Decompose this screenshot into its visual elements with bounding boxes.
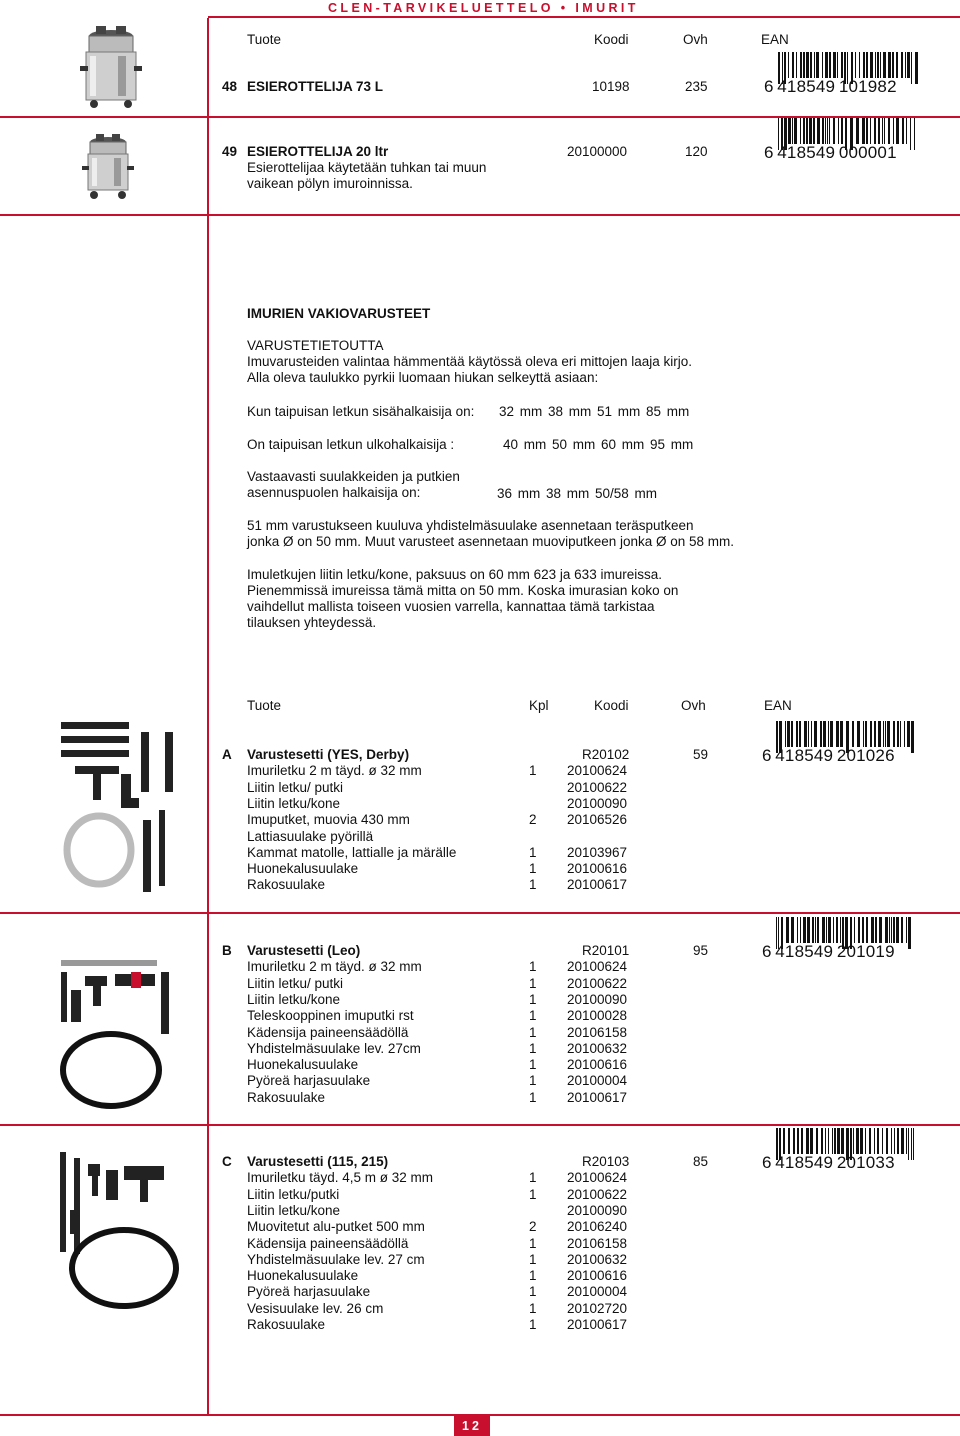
set-item-quantity: 1 bbox=[529, 1284, 537, 1299]
outer-diameter-label: On taipuisan letkun ulkohalkaisija : bbox=[247, 437, 455, 452]
set-item-code: 20106158 bbox=[567, 1236, 628, 1251]
barcode-bars bbox=[776, 721, 914, 747]
set-item-name: Imuputket, muovia 430 mm bbox=[247, 812, 410, 827]
set-item-name: Huonekalusuulake bbox=[247, 1057, 359, 1072]
set-code: R20103 bbox=[582, 1154, 630, 1169]
outer-diameter-values: 40 mm 50 mm 60 mm 95 mm bbox=[503, 437, 694, 452]
set-item-name: Vesisuulake lev. 26 cm bbox=[247, 1301, 384, 1316]
set-item-name: Imuriletku 2 m täyd. ø 32 mm bbox=[247, 763, 422, 778]
set-item-code: 20100090 bbox=[567, 796, 628, 811]
set-item-code: 20100632 bbox=[567, 1041, 628, 1056]
set-item-quantity: 1 bbox=[529, 1090, 537, 1105]
product-number: 49 bbox=[222, 144, 238, 159]
col-header-ean: EAN bbox=[764, 698, 792, 713]
set-item-quantity: 1 bbox=[529, 959, 537, 974]
set-code: R20102 bbox=[582, 747, 630, 762]
product-price: 120 bbox=[685, 144, 708, 159]
set-item-quantity: 1 bbox=[529, 861, 537, 876]
set-item-code: 20100622 bbox=[567, 780, 628, 795]
set-item-code: 20100616 bbox=[567, 861, 628, 876]
set-item-code: 20100622 bbox=[567, 1187, 628, 1202]
col-header-tuote: Tuote bbox=[247, 698, 282, 713]
info-paragraph: Imuletkujen liitin letku/kone, paksuus on 60 mm 623 ja 633 imureissa. bbox=[247, 567, 662, 582]
set-item-name: Huonekalusuulake bbox=[247, 1268, 359, 1283]
set-item-quantity: 1 bbox=[529, 1301, 537, 1316]
set-item-name: Imuriletku täyd. 4,5 m ø 32 mm bbox=[247, 1170, 434, 1185]
set-item-code: 20103967 bbox=[567, 845, 628, 860]
set-item-code: 20100090 bbox=[567, 992, 628, 1007]
row-separator bbox=[0, 214, 960, 216]
set-item-quantity: 2 bbox=[529, 1219, 537, 1234]
row-separator bbox=[0, 1124, 960, 1126]
set-item-name: Kammat matolle, lattialle ja märälle bbox=[247, 845, 457, 860]
col-header-tuote: Tuote bbox=[247, 32, 282, 47]
set-item-quantity: 1 bbox=[529, 763, 537, 778]
set-item-name: Liitin letku/kone bbox=[247, 796, 341, 811]
barcode-bars bbox=[778, 52, 916, 78]
set-item-name: Rakosuulake bbox=[247, 1090, 326, 1105]
accessory-set-a-image bbox=[55, 720, 185, 898]
set-item-quantity: 1 bbox=[529, 1187, 537, 1202]
product-description: vaikean pölyn imuroinnissa. bbox=[247, 176, 413, 191]
product-code: 10198 bbox=[592, 79, 630, 94]
set-item-code: 20102720 bbox=[567, 1301, 628, 1316]
product-description: Esierottelijaa käytetään tuhkan tai muun bbox=[247, 160, 487, 175]
set-item-name: Teleskooppinen imuputki rst bbox=[247, 1008, 414, 1023]
info-paragraph: Pienemmissä imureissa tämä mitta on 50 mm. Koska imurasian koko on bbox=[247, 583, 679, 598]
set-item-name: Liitin letku/ putki bbox=[247, 976, 344, 991]
set-name: Varustesetti (Leo) bbox=[247, 943, 361, 958]
set-item-quantity: 1 bbox=[529, 1236, 537, 1251]
product-name: ESIEROTTELIJA 20 ltr bbox=[247, 144, 389, 159]
intro-text: Alla oleva taulukko pyrkii luomaan hiukan selkeyttä asiaan: bbox=[247, 370, 599, 385]
set-price: 85 bbox=[693, 1154, 709, 1169]
product-price: 235 bbox=[685, 79, 708, 94]
set-item-code: 20100616 bbox=[567, 1268, 628, 1283]
set-item-quantity: 1 bbox=[529, 1025, 537, 1040]
set-name: Varustesetti (YES, Derby) bbox=[247, 747, 410, 762]
set-item-code: 20100632 bbox=[567, 1252, 628, 1267]
set-item-code: 20100624 bbox=[567, 1170, 628, 1185]
info-paragraph: vaihdellut mallista toiseen vuosien varrella, kannattaa tämä tarkistaa bbox=[247, 599, 655, 614]
set-item-code: 20100004 bbox=[567, 1073, 628, 1088]
set-item-code: 20100624 bbox=[567, 959, 628, 974]
info-paragraph: jonka Ø on 50 mm. Muut varusteet asennetaan muoviputkeen jonka Ø on 58 mm. bbox=[247, 534, 735, 549]
inner-diameter-values: 32 mm 38 mm 51 mm 85 mm bbox=[499, 404, 690, 419]
set-item-name: Pyöreä harjasuulake bbox=[247, 1284, 371, 1299]
set-item-quantity: 1 bbox=[529, 976, 537, 991]
set-price: 95 bbox=[693, 943, 709, 958]
set-item-name: Yhdistelmäsuulake lev. 27cm bbox=[247, 1041, 421, 1056]
separator-73l-image bbox=[78, 22, 144, 114]
set-item-quantity: 1 bbox=[529, 1008, 537, 1023]
set-price: 59 bbox=[693, 747, 709, 762]
set-item-name: Lattiasuulake pyörillä bbox=[247, 829, 374, 844]
set-item-code: 20100617 bbox=[567, 877, 628, 892]
accessory-set-c-image bbox=[50, 1150, 185, 1314]
set-item-name: Rakosuulake bbox=[247, 1317, 326, 1332]
set-item-name: Liitin letku/kone bbox=[247, 992, 341, 1007]
col-header-kpl: Kpl bbox=[529, 698, 549, 713]
info-paragraph: tilauksen yhteydessä. bbox=[247, 615, 377, 630]
info-paragraph: 51 mm varustukseen kuuluva yhdistelmäsuulake asennetaan teräsputkeen bbox=[247, 518, 694, 533]
set-item-name: Kädensija paineensäädöllä bbox=[247, 1236, 409, 1251]
set-name: Varustesetti (115, 215) bbox=[247, 1154, 389, 1169]
col-header-ean: EAN bbox=[761, 32, 789, 47]
set-item-code: 20106158 bbox=[567, 1025, 628, 1040]
set-item-name: Rakosuulake bbox=[247, 877, 326, 892]
set-item-code: 20106526 bbox=[567, 812, 628, 827]
page-number: 12 bbox=[454, 1416, 490, 1436]
set-item-name: Kädensija paineensäädöllä bbox=[247, 1025, 409, 1040]
nozzle-diameter-values: 36 mm 38 mm 50/58 mm bbox=[497, 486, 658, 501]
catalog-title: CLEN-TARVIKELUETTELO • IMURIT bbox=[328, 1, 639, 15]
barcode-bars bbox=[776, 1128, 914, 1154]
set-item-quantity: 1 bbox=[529, 1170, 537, 1185]
product-code: 20100000 bbox=[567, 144, 628, 159]
nozzle-diameter-label: asennuspuolen halkaisija on: bbox=[247, 485, 421, 500]
set-item-code: 20100616 bbox=[567, 1057, 628, 1072]
product-name: ESIEROTTELIJA 73 L bbox=[247, 79, 384, 94]
col-header-koodi: Koodi bbox=[594, 698, 629, 713]
col-header-koodi: Koodi bbox=[594, 32, 629, 47]
set-item-quantity: 1 bbox=[529, 1041, 537, 1056]
header-rule bbox=[208, 16, 960, 18]
barcode-bars bbox=[778, 118, 916, 144]
set-letter: B bbox=[222, 943, 232, 958]
set-item-code: 20100004 bbox=[567, 1284, 628, 1299]
set-item-name: Huonekalusuulake bbox=[247, 861, 359, 876]
set-item-quantity: 1 bbox=[529, 1073, 537, 1088]
set-item-code: 20100624 bbox=[567, 763, 628, 778]
inner-diameter-label: Kun taipuisan letkun sisähalkaisija on: bbox=[247, 404, 475, 419]
set-item-code: 20100617 bbox=[567, 1090, 628, 1105]
nozzle-diameter-label: Vastaavasti suulakkeiden ja putkien bbox=[247, 469, 460, 484]
set-item-code: 20100622 bbox=[567, 976, 628, 991]
set-code: R20101 bbox=[582, 943, 630, 958]
intro-text: Imuvarusteiden valintaa hämmentää käytössä oleva eri mittojen laaja kirjo. bbox=[247, 354, 692, 369]
set-item-quantity: 1 bbox=[529, 1252, 537, 1267]
set-letter: C bbox=[222, 1154, 232, 1169]
set-item-name: Imuriletku 2 m täyd. ø 32 mm bbox=[247, 959, 422, 974]
set-item-code: 20106240 bbox=[567, 1219, 628, 1234]
set-item-quantity: 1 bbox=[529, 1057, 537, 1072]
accessory-set-b-image bbox=[55, 950, 185, 1114]
set-item-code: 20100028 bbox=[567, 1008, 628, 1023]
set-item-quantity: 1 bbox=[529, 1317, 537, 1332]
set-item-name: Liitin letku/putki bbox=[247, 1187, 340, 1202]
column-divider bbox=[207, 18, 209, 1414]
col-header-ovh: Ovh bbox=[681, 698, 706, 713]
separator-20l-image bbox=[80, 132, 136, 204]
set-item-code: 20100090 bbox=[567, 1203, 628, 1218]
set-item-name: Yhdistelmäsuulake lev. 27 cm bbox=[247, 1252, 425, 1267]
set-item-quantity: 1 bbox=[529, 845, 537, 860]
set-letter: A bbox=[222, 747, 232, 762]
set-item-quantity: 1 bbox=[529, 1268, 537, 1283]
set-item-quantity: 1 bbox=[529, 992, 537, 1007]
col-header-ovh: Ovh bbox=[683, 32, 708, 47]
section-title: IMURIEN VAKIOVARUSTEET bbox=[247, 306, 431, 321]
set-item-code: 20100617 bbox=[567, 1317, 628, 1332]
product-number: 48 bbox=[222, 79, 238, 94]
set-item-name: Liitin letku/kone bbox=[247, 1203, 341, 1218]
barcode-bars bbox=[776, 917, 914, 943]
set-item-name: Muovitetut alu-putket 500 mm bbox=[247, 1219, 425, 1234]
set-item-name: Liitin letku/ putki bbox=[247, 780, 344, 795]
set-item-name: Pyöreä harjasuulake bbox=[247, 1073, 371, 1088]
row-separator bbox=[0, 912, 960, 914]
section-subtitle: VARUSTETIETOUTTA bbox=[247, 338, 384, 353]
set-item-quantity: 1 bbox=[529, 877, 537, 892]
set-item-quantity: 2 bbox=[529, 812, 537, 827]
